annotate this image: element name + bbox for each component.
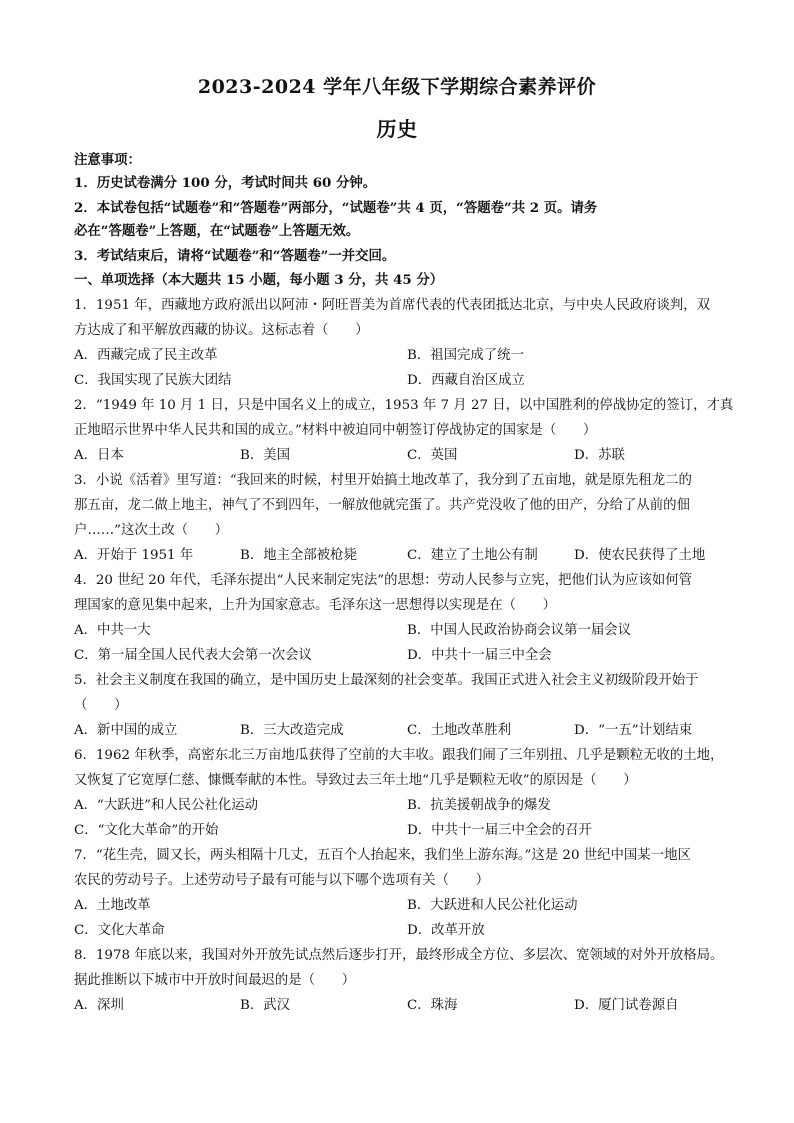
question-stem: 又恢复了它宽厚仁慈、慷慨奉献的本性。导致过去三年土地“几乎是颗粒无收”的原因是（ ） bbox=[74, 773, 637, 788]
notice-item: 1．历史试卷满分 100 分，考试时间共 60 分钟。 bbox=[74, 175, 377, 191]
option-b: B．三大改造完成 bbox=[240, 723, 344, 738]
notice-item: 3．考试结束后，请将“试题卷”和“答题卷”一并交回。 bbox=[74, 248, 396, 264]
question-stem: 1．1951 年，西藏地方政府派出以阿沛・阿旺晋美为首席代表的代表团抵达北京，与中央人民政府谈判，双 bbox=[74, 298, 711, 313]
question-stem: 5．社会主义制度在我国的确立，是中国历史上最深刻的社会变革。我国正式进入社会主义初级阶段开始于 bbox=[74, 673, 699, 688]
option-d: D．中共十一届三中全会的召开 bbox=[407, 823, 592, 838]
option-d: D．“一五”计划结束 bbox=[574, 723, 693, 738]
option-d: D．苏联 bbox=[574, 448, 625, 463]
option-a: A．“大跃进”和人民公社化运动 bbox=[74, 798, 259, 813]
question-stem: 4．20 世纪 20 年代，毛泽东提出“人民来制定宪法”的思想：劳动人民参与立宪，把他们认为应该如何管 bbox=[74, 573, 693, 588]
option-b: B．美国 bbox=[240, 448, 291, 463]
option-c: C．文化大革命 bbox=[74, 923, 165, 938]
option-b: B．中国人民政治协商会议第一届会议 bbox=[407, 623, 632, 638]
section-heading: 一、单项选择（本大题共 15 小题，每小题 3 分，共 45 分） bbox=[74, 272, 444, 288]
question-stem: 方达成了和平解放西藏的协议。这标志着（ ） bbox=[74, 323, 369, 338]
option-a: A．西藏完成了民主改革 bbox=[74, 348, 218, 363]
option-c: C．英国 bbox=[407, 448, 458, 463]
question-stem: 理国家的意见集中起来，上升为国家意志。毛泽东这一思想得以实现是在（ ） bbox=[74, 598, 557, 613]
option-a: A．新中国的成立 bbox=[74, 723, 178, 738]
notice-heading: 注意事项： bbox=[74, 152, 141, 168]
option-c: C．“文化大革命”的开始 bbox=[74, 823, 219, 838]
option-b: B．武汉 bbox=[240, 998, 291, 1013]
option-a: A．土地改革 bbox=[74, 898, 151, 913]
question-stem: 户……”这次土改（ ） bbox=[74, 523, 229, 538]
option-a: A．日本 bbox=[74, 448, 124, 463]
option-d: D．西藏自治区成立 bbox=[407, 373, 525, 388]
question-stem: 农民的劳动号子。上述劳动号子最有可能与以下哪个选项有关（ ） bbox=[74, 873, 490, 888]
question-stem: 正地昭示世界中华人民共和国的成立。”材料中被迫同中朝签订停战协定的国家是（ ） bbox=[74, 423, 597, 438]
question-stem: （ ） bbox=[74, 698, 128, 713]
question-stem: 据此推断以下城市中开放时间最迟的是（ ） bbox=[74, 973, 356, 988]
notice-item: 必在“答题卷”上答题，在“试题卷”上答题无效。 bbox=[74, 223, 360, 239]
option-d: D．改革开放 bbox=[407, 923, 485, 938]
option-d: D．使农民获得了土地 bbox=[574, 548, 706, 563]
option-d: D．厦门试卷源自 bbox=[574, 998, 679, 1013]
option-c: C．我国实现了民族大团结 bbox=[74, 373, 232, 388]
option-b: B．祖国完成了统一 bbox=[407, 348, 524, 363]
option-c: C．珠海 bbox=[407, 998, 458, 1013]
option-b: B．大跃进和人民公社化运动 bbox=[407, 898, 578, 913]
question-stem: 8．1978 年底以来，我国对外开放先试点然后逐步打开，最终形成全方位、多层次、宽领域的对外开放格局。 bbox=[74, 948, 724, 963]
option-a: A．深圳 bbox=[74, 998, 124, 1013]
notice-item: 2．本试卷包括“试题卷”和“答题卷”两部分，“试题卷”共 4 页，“答题卷”共 2 页。请务 bbox=[74, 200, 598, 216]
subject-title: 历史 bbox=[376, 117, 418, 141]
option-c: C．建立了土地公有制 bbox=[407, 548, 538, 563]
question-stem: 2．“1949 年 10 月 1 日，只是中国名义上的成立，1953 年 7 月 27 日，以中国胜利的停战协定的签订，才真 bbox=[74, 398, 734, 413]
exam-title: 2023-2024 学年八年级下学期综合素养评价 bbox=[197, 76, 597, 98]
option-a: A．中共一大 bbox=[74, 623, 151, 638]
option-a: A．开始于 1951 年 bbox=[74, 548, 194, 563]
option-d: D．中共十一届三中全会 bbox=[407, 648, 552, 663]
option-b: B．地主全部被枪毙 bbox=[240, 548, 357, 563]
question-stem: 6．1962 年秋季，高密东北三万亩地瓜获得了空前的大丰收。跟我们闹了三年别扭、几乎是颗粒无收的土地， bbox=[74, 748, 724, 763]
question-stem: 7．“花生壳，圆又长，两头相隔十几丈，五百个人抬起来，我们坐上游东海。”这是 20 世纪中国某一地区 bbox=[74, 848, 691, 863]
option-b: B．抗美援朝战争的爆发 bbox=[407, 798, 551, 813]
question-stem: 那五亩，龙二做上地主，神气了不到四年，一解放他就完蛋了。共产党没收了他的田产，分给了从前的佃 bbox=[74, 498, 690, 513]
option-c: C．第一届全国人民代表大会第一次会议 bbox=[74, 648, 312, 663]
option-c: C．土地改革胜利 bbox=[407, 723, 511, 738]
question-stem: 3．小说《活着》里写道：“我回来的时候，村里开始搞土地改革了，我分到了五亩地，就是原先租龙二的 bbox=[74, 473, 692, 488]
